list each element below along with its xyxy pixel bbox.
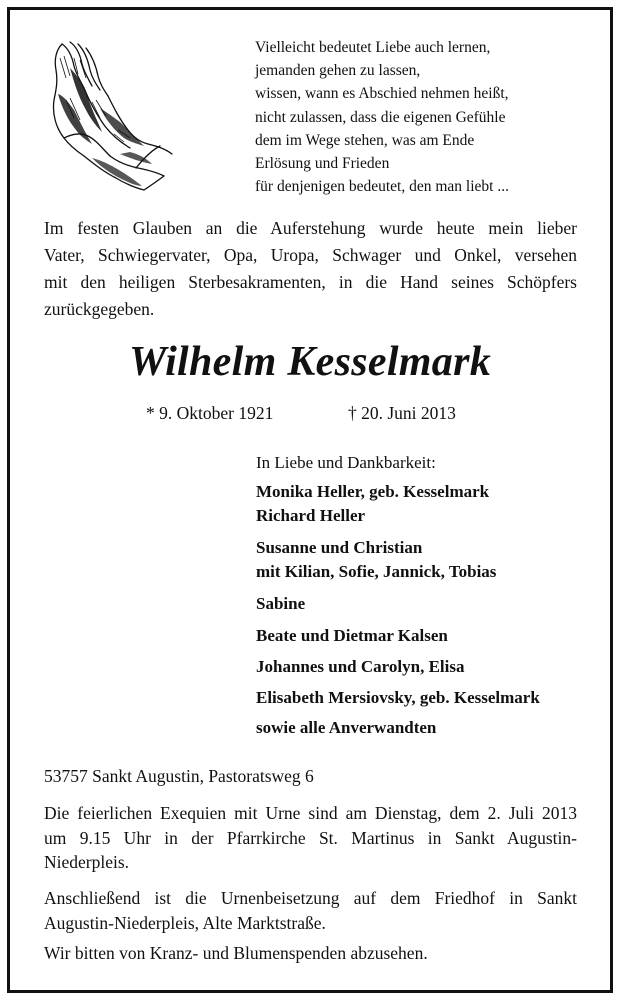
praying-hands-icon — [40, 38, 180, 198]
birth-date: * 9. Oktober 1921 — [146, 403, 274, 423]
intro-line: mit den heiligen Sterbesakramenten, in die Hand seines Schöpfers — [44, 272, 577, 292]
intro-line: zurückgegeben. — [44, 299, 155, 319]
exequien-line: um 9.15 Uhr in der Pfarrkirche St. Martinus in Sankt Augustin- — [44, 827, 577, 848]
family-member: mit Kilian, Sofie, Jannick, Tobias — [256, 562, 497, 581]
family-member: Johannes und Carolyn, Elisa — [256, 657, 465, 676]
request-paragraph — [44, 941, 577, 966]
burial-line: Anschließend ist die Urnenbeisetzung auf dem Friedhof in Sankt — [44, 888, 577, 908]
intro-paragraph — [44, 215, 577, 323]
family-member: sowie alle Anverwandten — [256, 718, 437, 737]
intro-line: Im festen Glauben an die Auferstehung wurde heute mein lieber — [44, 218, 577, 238]
family-member: Beate und Dietmar Kalsen — [256, 626, 448, 645]
intro-line: Vater, Schwiegervater, Opa, Uropa, Schwager und Onkel, versehen — [44, 245, 577, 265]
poem-line: wissen, wann es Abschied nehmen heißt, — [255, 85, 509, 103]
poem-line: dem im Wege stehen, was am Ende — [255, 131, 475, 149]
address: 53757 Sankt Augustin, Pastoratsweg 6 — [44, 766, 314, 786]
family-member: Monika Heller, geb. Kesselmark — [256, 482, 490, 501]
family-member: Elisabeth Mersiovsky, geb. Kesselmark — [256, 688, 540, 707]
poem — [255, 36, 595, 198]
burial-line: Augustin-Niederpleis, Alte Marktstraße. — [44, 912, 326, 933]
family-member: Richard Heller — [256, 506, 366, 525]
poem-line: jemanden gehen zu lassen, — [255, 62, 421, 80]
request-line: Wir bitten von Kranz- und Blumenspenden abzusehen. — [44, 943, 428, 963]
poem-line: für denjenigen bedeutet, den man liebt ... — [255, 178, 509, 196]
deceased-name: Wilhelm Kesselmark — [128, 339, 492, 385]
family-member: Sabine — [256, 594, 306, 613]
poem-line: Vielleicht bedeutet Liebe auch lernen, — [255, 39, 491, 56]
family-intro: In Liebe und Dankbarkeit: — [256, 453, 436, 472]
family-member: Susanne und Christian — [256, 538, 423, 557]
poem-line: Erlösung und Frieden — [255, 155, 390, 173]
poem-line: nicht zulassen, dass die eigenen Gefühle — [255, 108, 506, 126]
burial-paragraph — [44, 886, 577, 935]
death-date: † 20. Juni 2013 — [348, 403, 456, 423]
exequien-line: Die feierlichen Exequien mit Urne sind am Dienstag, dem 2. Juli 2013 — [44, 803, 577, 823]
exequien-line: Niederpleis. — [44, 852, 130, 872]
exequien-paragraph — [44, 801, 577, 875]
